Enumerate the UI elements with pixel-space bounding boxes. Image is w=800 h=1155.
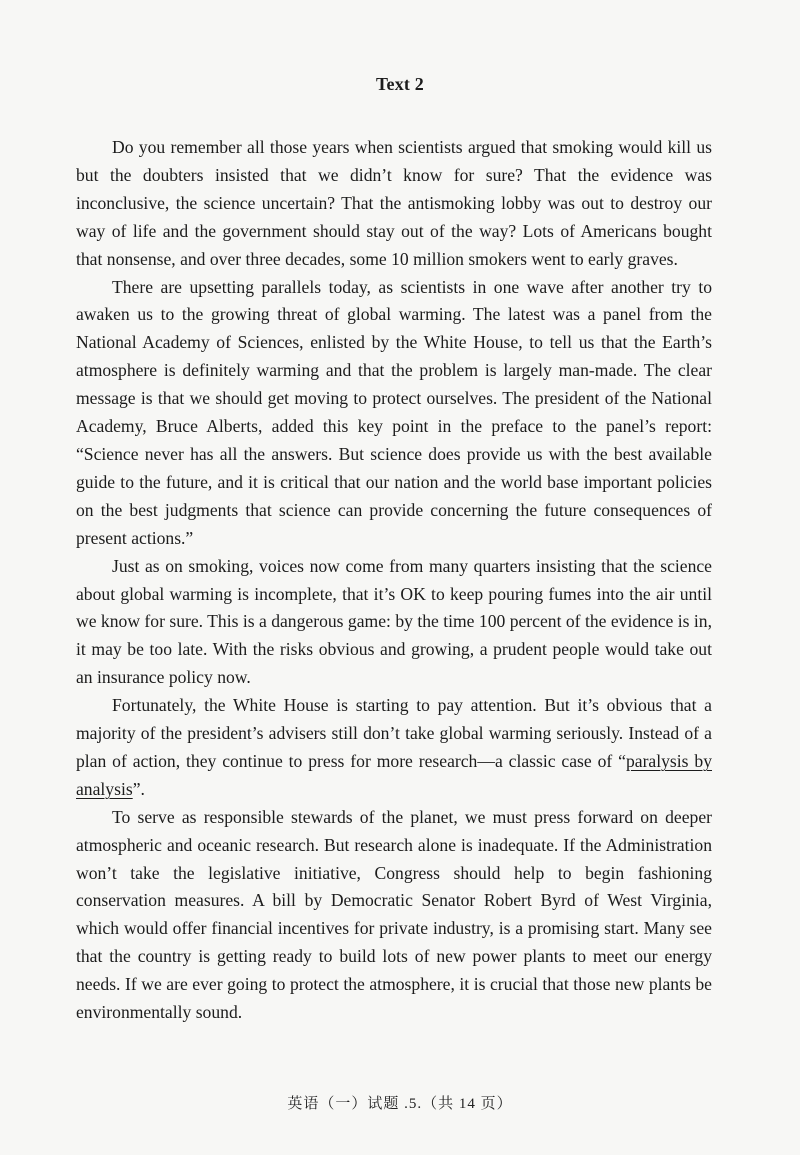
text-title: Text 2 (375, 74, 425, 94)
paragraph-4-before: Fortunately, the White House is starting to pay attention. But it’s obvious that a majority of the president’s advisers still don’t take global warming seriously. Instead of a plan of action, they continue to press for more research—a classic case of “ (76, 695, 712, 771)
passage-body (76, 134, 712, 1027)
paragraph-5: To serve as responsible stewards of the planet, we must press forward on deeper atmospheric and oceanic research. But research alone is inadequate. If the Administration won’t take the legislative initiative, Congress should help to begin fashioning conservation measures. A bill by Democratic Senator Robert Byrd of West Virginia, which would offer financial incentives for private industry, is a promising start. Many see that the country is getting ready to build lots of new power plants to meet our energy needs. If we are ever going to protect the atmosphere, it is crucial that those new plants be environmentally sound. (76, 806, 712, 1023)
page-footer: 英语（一）试题 .5.（共 14 页） (287, 1096, 513, 1112)
paragraph-2: There are upsetting parallels today, as scientists in one wave after another try to awaken us to the growing threat of global warming. The latest was a panel from the National Academy of Sciences, enlisted by the White House, to tell us that the Earth’s atmosphere is definitely warming and that the problem is largely man-made. The clear message is that we should get moving to protect ourselves. The president of the National Academy, Bruce Alberts, added this key point in the preface to the panel’s report: “Science never has all the answers. But science does provide us with the best available guide to the future, and it is critical that our nation and the world base important policies on the best judgments that science can provide concerning the future consequences of present actions.” (76, 276, 712, 548)
paragraph-3: Just as on smoking, voices now come from many quarters insisting that the science about global warming is incomplete, that it’s OK to keep pouring fumes into the air until we know for sure. This is a dangerous game: by the time 100 percent of the evidence is in, it may be too late. With the risks obvious and growing, a prudent people would take out an insurance policy now. (76, 555, 712, 688)
paragraph-1: Do you remember all those years when scientists argued that smoking would kill us but the doubters insisted that we didn’t know for sure? That the evidence was inconclusive, the science uncertain? That the antismoking lobby was out to destroy our way of life and the government should stay out of the way? Lots of Americans bought that nonsense, and over three decades, some 10 million smokers went to early graves. (76, 137, 712, 269)
paragraph-4-after: ”. (132, 778, 145, 799)
paragraph-4 (76, 692, 712, 804)
underlined-phrase: paralysis by analysis (76, 750, 712, 799)
